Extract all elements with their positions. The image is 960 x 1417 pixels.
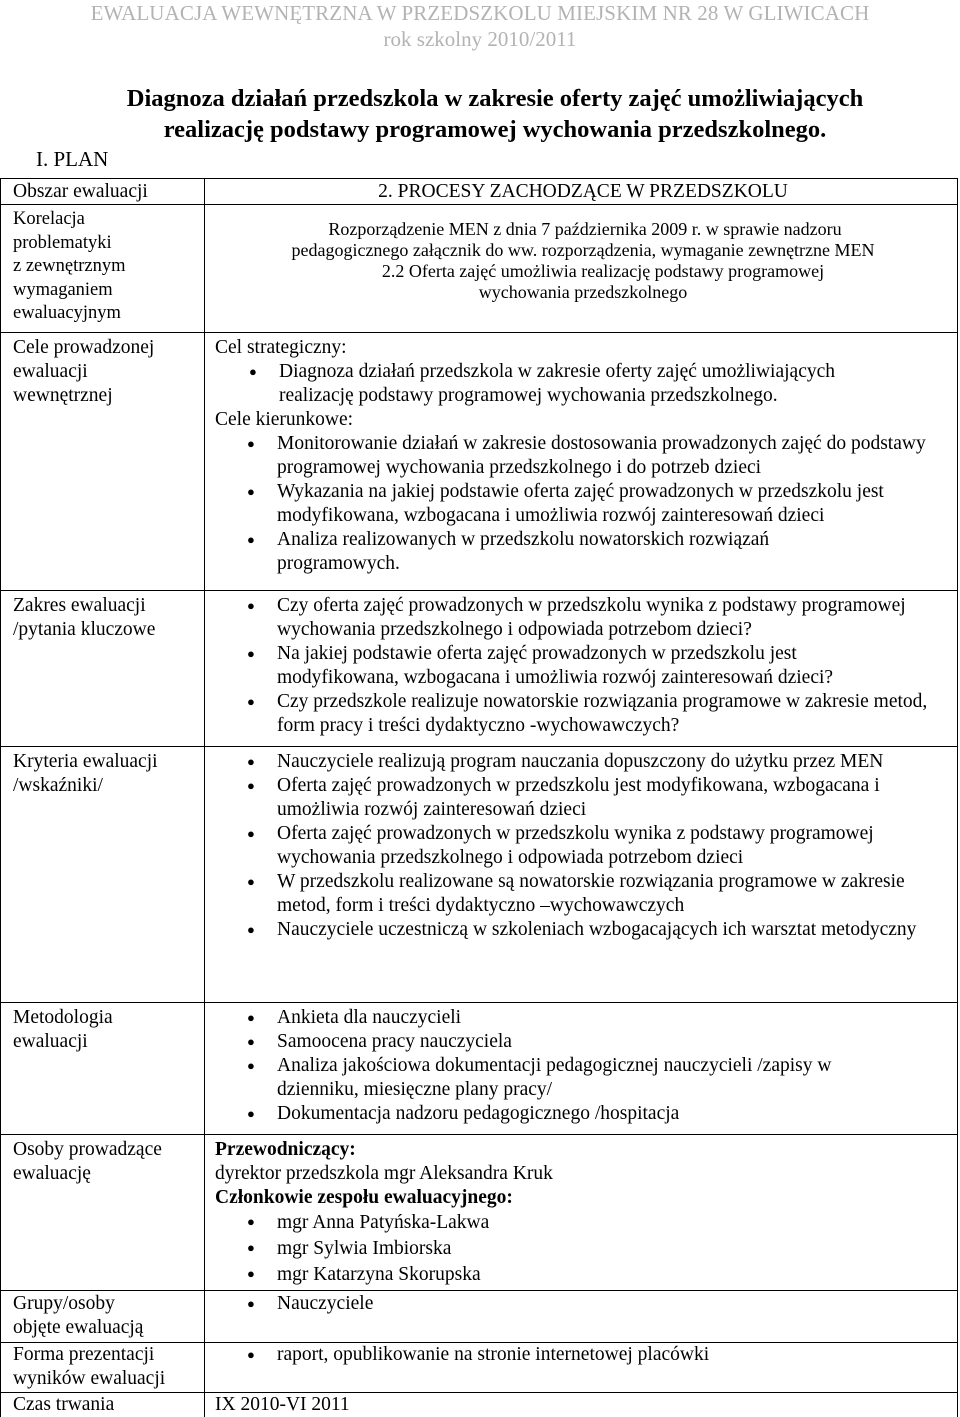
page-title-line-2: realizację podstawy programowej wychowania przedszkolnego. [163,116,827,143]
cele-label: Cele prowadzonej ewaluacji wewnętrznej [1,333,205,591]
list-item: ● Ankieta dla nauczycieli [215,1006,951,1030]
list-item: ● Dokumentacja nadzoru pedagogicznego /hospitacja [215,1102,951,1126]
presentation-form-list [215,1343,951,1367]
table-row-obszar [1,179,958,205]
list-item: ● Nauczyciele realizują program nauczania dopuszczony do użytku przez MEN [215,750,951,774]
directional-goals-label: Cele kierunkowe: [215,409,354,430]
grupy-value [205,1291,958,1343]
metodologia-value [205,1003,958,1135]
key-questions-list [215,594,951,738]
methodology-list [215,1006,951,1126]
table-row-kryteria [1,747,958,1003]
zakres-value [205,591,958,747]
list-item: ● Nauczyciele [215,1292,951,1316]
section-heading: I. PLAN [36,147,109,171]
members-list [215,1210,951,1288]
list-item: ● raport, opublikowanie na stronie internetowej placówki [215,1343,951,1367]
strategic-goal-label: Cel strategiczny: [215,337,347,358]
list-item: ● mgr Katarzyna Skorupska [215,1262,951,1288]
kryteria-value [205,747,958,1003]
page-title [0,83,960,145]
korelacja-label: Korelacja problematyki z zewnętrznym wymaganiem ewaluacyjnym [1,205,205,333]
forma-label: Forma prezentacji wyników ewaluacji [1,1343,205,1393]
document-header-title: EWALUACJA WEWNĘTRZNA W PRZEDSZKOLU MIEJSKIM NR 28 W GLIWICACH [90,1,870,25]
osoby-value [205,1135,958,1291]
table-row-cele [1,333,958,591]
criteria-list [215,750,951,942]
osoby-label: Osoby prowadzące ewaluację [1,1135,205,1291]
directional-goals-list [215,432,951,576]
obszar-value: 2. PROCESY ZACHODZĄCE W PRZEDSZKOLU [205,179,958,205]
list-item: ● W przedszkolu realizowane są nowatorskie rozwiązania programowe w zakresie metod, form i treści dydaktyczno –wychowawczych [215,870,951,918]
grupy-label: Grupy/osoby objęte ewaluacją [1,1291,205,1343]
list-item: ● Analiza jakościowa dokumentacji pedagogicznej nauczycieli /zapisy w dzienniku, miesięczne plany pracy/ [215,1054,951,1102]
forma-value [205,1343,958,1393]
list-item: ● Oferta zajęć prowadzonych w przedszkolu wynika z podstawy programowej wychowania przedszkolnego i odpowiada potrzebom dzieci [215,822,951,870]
table-row-metodologia [1,1003,958,1135]
obszar-label: Obszar ewaluacji [1,179,205,205]
strategic-goal-list [217,360,951,408]
list-item: ● Czy oferta zajęć prowadzonych w przedszkolu wynika z podstawy programowej wychowania przedszkolnego i odpowiada potrzebom dzieci? [215,594,951,642]
list-item: ● Monitorowanie działań w zakresie dostosowania prowadzonych zajęć do podstawy programowej wychowania przedszkolnego i do potrzeb dzieci [215,432,951,480]
list-item: ● Czy przedszkole realizuje nowatorskie rozwiązania programowe w zakresie metod, form pracy i treści dydaktyczno -wychowawczych? [215,690,951,738]
zakres-label: Zakres ewaluacji /pytania kluczowe [1,591,205,747]
metodologia-label: Metodologia ewaluacji [1,1003,205,1135]
list-item: ● Nauczyciele uczestniczą w szkoleniach wzbogacających ich warsztat metodyczny [215,918,951,942]
table-row-osoby [1,1135,958,1291]
evaluation-plan-table [0,178,958,1417]
table-row-czas [1,1393,958,1417]
czas-value: IX 2010-VI 2011 [205,1393,958,1417]
list-item: ● Diagnoza działań przedszkola w zakresie oferty zajęć umożliwiających realizację podstawy programowej wychowania przedszkolnego. [217,360,951,408]
table-row-korelacja [1,205,958,333]
table-row-zakres [1,591,958,747]
table-row-grupy [1,1291,958,1343]
groups-list [215,1292,951,1316]
chair-label: Przewodniczący: [215,1139,356,1160]
table-row-forma [1,1343,958,1393]
korelacja-value: Rozporządzenie MEN z dnia 7 października 2009 r. w sprawie nadzoru pedagogicznego załącznik do ww. rozporządzenia, wymaganie zewnętrzne MEN 2.2 Oferta zajęć umożliwia realizację podstawy programowej wychowania przedszkolnego [205,205,958,333]
page-title-line-1: Diagnoza działań przedszkola w zakresie oferty zajęć umożliwiających [126,85,864,112]
chair-name: dyrektor przedszkola mgr Aleksandra Kruk [215,1163,553,1184]
list-item: ● Wykazania na jakiej podstawie oferta zajęć prowadzonych w przedszkolu jest modyfikowana, wzbogacana i umożliwia rozwój zainteresowań dzieci [215,480,951,528]
document-header-year: rok szkolny 2010/2011 [383,27,577,51]
kryteria-label: Kryteria ewaluacji /wskaźniki/ [1,747,205,1003]
list-item: ● Analiza realizowanych w przedszkolu nowatorskich rozwiązań programowych. [215,528,951,576]
list-item: ● mgr Anna Patyńska-Lakwa [215,1210,951,1236]
list-item: ● mgr Sylwia Imbiorska [215,1236,951,1262]
list-item: ● Samoocena pracy nauczyciela [215,1030,951,1054]
list-item: ● Na jakiej podstawie oferta zajęć prowadzonych w przedszkolu jest modyfikowana, wzbogacana i umożliwia rozwój zainteresowań dzieci? [215,642,951,690]
czas-label: Czas trwania [1,1393,205,1417]
members-label: Członkowie zespołu ewaluacyjnego: [215,1187,513,1208]
list-item: ● Oferta zajęć prowadzonych w przedszkolu jest modyfikowana, wzbogacana i umożliwia rozwój zainteresowań dzieci [215,774,951,822]
cele-value [205,333,958,591]
